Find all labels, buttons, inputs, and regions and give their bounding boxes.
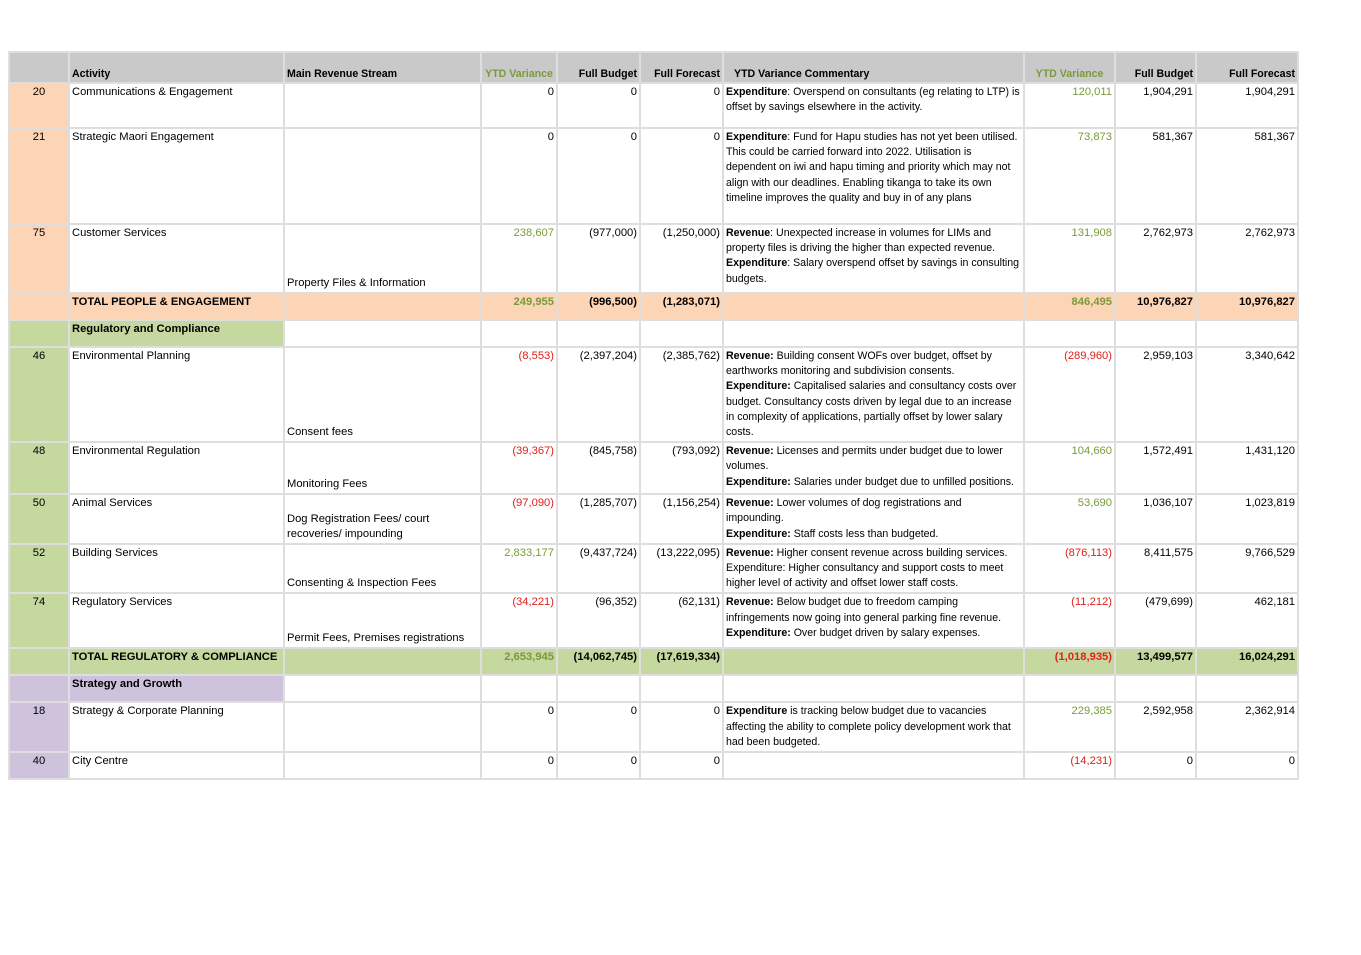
activity-name: Communications & Engagement (69, 83, 284, 128)
financial-report-table (8, 51, 1299, 780)
revenue-stream: Permit Fees, Premises registrations (284, 593, 481, 648)
full-budget-expenditure: 1,036,107 (1115, 494, 1196, 544)
commentary-paragraph (726, 546, 1021, 561)
table-row (9, 442, 1298, 494)
ytd-variance: (97,090) (481, 494, 557, 544)
commentary-text: Capitalised salaries and consultancy costs over budget. Consultancy costs driven by legal due to an increase in complexity of applications, partially offset by lower salary costs. (726, 380, 1017, 439)
report-body (9, 83, 1298, 779)
ytd-variance: (34,221) (481, 593, 557, 648)
full-forecast: 0 (640, 83, 723, 128)
section-empty-cell (284, 320, 481, 347)
full-forecast-expenditure: 9,766,529 (1196, 544, 1298, 594)
ytd-variance-expenditure: 120,011 (1024, 83, 1115, 128)
activity-name: Customer Services (69, 224, 284, 293)
header-code (9, 52, 69, 83)
variance-commentary (723, 83, 1024, 128)
section-empty-cell (1024, 320, 1115, 347)
full-budget: 0 (557, 752, 640, 779)
total-row (9, 648, 1298, 675)
full-forecast: (1,156,254) (640, 494, 723, 544)
commentary-text: Below budget due to freedom camping infringements now going into general parking fine revenue. (726, 596, 1002, 624)
full-forecast-expenditure: 1,023,819 (1196, 494, 1298, 544)
header-full-forecast-expenditure: Full Forecast (1196, 52, 1298, 83)
section-empty-cell (481, 320, 557, 347)
total-code (9, 293, 69, 320)
full-forecast: (2,385,762) (640, 347, 723, 442)
full-forecast-expenditure: 1,431,120 (1196, 442, 1298, 494)
section-empty-cell (723, 675, 1024, 702)
ytd-variance: 238,607 (481, 224, 557, 293)
header-row (9, 52, 1298, 83)
section-empty-cell (1196, 320, 1298, 347)
ytd-variance-expenditure: (876,113) (1024, 544, 1115, 594)
full-forecast: (62,131) (640, 593, 723, 648)
commentary-label: Expenditure (726, 705, 788, 718)
ytd-variance: 2,833,177 (481, 544, 557, 594)
section-empty-cell (640, 320, 723, 347)
full-budget-expenditure: 1,572,491 (1115, 442, 1196, 494)
commentary-text: Higher consent revenue across building services. (773, 546, 1008, 559)
full-forecast: 0 (640, 128, 723, 224)
table-row (9, 702, 1298, 752)
activity-code: 18 (9, 702, 69, 752)
full-budget: 0 (557, 128, 640, 224)
ytd-variance: 0 (481, 83, 557, 128)
full-forecast: (1,250,000) (640, 224, 723, 293)
table-row (9, 347, 1298, 442)
activity-name: Building Services (69, 544, 284, 594)
full-forecast-expenditure: 462,181 (1196, 593, 1298, 648)
total-row (9, 293, 1298, 320)
total-commentary (723, 293, 1024, 320)
revenue-stream (284, 752, 481, 779)
full-budget: (845,758) (557, 442, 640, 494)
commentary-paragraph (726, 496, 1021, 526)
variance-commentary (723, 544, 1024, 594)
full-budget: 0 (557, 702, 640, 752)
total-stream (284, 648, 481, 675)
commentary-paragraph (726, 561, 1021, 591)
ytd-variance-expenditure: 73,873 (1024, 128, 1115, 224)
full-forecast: (13,222,095) (640, 544, 723, 594)
activity-name: Strategy & Corporate Planning (69, 702, 284, 752)
commentary-paragraph (726, 349, 1021, 379)
commentary-label: Expenditure: (726, 380, 791, 393)
commentary-text: Licenses and permits under budget due to lower volumes. (726, 445, 1003, 473)
ytd-variance: 0 (481, 752, 557, 779)
ytd-variance-expenditure: 104,660 (1024, 442, 1115, 494)
full-budget-expenditure: 1,904,291 (1115, 83, 1196, 128)
section-empty-cell (723, 320, 1024, 347)
activity-name: Environmental Planning (69, 347, 284, 442)
variance-commentary (723, 347, 1024, 442)
total-full-forecast: (17,619,334) (640, 648, 723, 675)
section-empty-cell (557, 320, 640, 347)
variance-commentary (723, 128, 1024, 224)
activity-code: 21 (9, 128, 69, 224)
section-header-row (9, 320, 1298, 347)
total-full-forecast: (1,283,071) (640, 293, 723, 320)
header-activity: Activity (69, 52, 284, 83)
variance-commentary (723, 702, 1024, 752)
commentary-label: Expenditure (726, 86, 788, 98)
commentary-label: Revenue: (726, 350, 774, 362)
commentary-text: Over budget driven by salary expenses. (790, 626, 981, 639)
table-row (9, 544, 1298, 594)
full-budget-expenditure: 2,959,103 (1115, 347, 1196, 442)
commentary-text: : Salary overspend offset by savings in consulting budgets. (726, 257, 1020, 285)
ytd-variance: 0 (481, 702, 557, 752)
section-empty-cell (481, 675, 557, 702)
table-row (9, 593, 1298, 648)
section-header-row (9, 675, 1298, 702)
total-full-forecast-expenditure: 16,024,291 (1196, 648, 1298, 675)
total-full-budget: (14,062,745) (557, 648, 640, 675)
full-budget-expenditure: 581,367 (1115, 128, 1196, 224)
activity-code: 46 (9, 347, 69, 442)
commentary-paragraph (726, 595, 1021, 625)
total-ytd-variance-expenditure: (1,018,935) (1024, 648, 1115, 675)
revenue-stream: Consenting & Inspection Fees (284, 544, 481, 594)
ytd-variance-expenditure: 229,385 (1024, 702, 1115, 752)
variance-commentary (723, 752, 1024, 779)
full-forecast-expenditure: 2,362,914 (1196, 702, 1298, 752)
commentary-paragraph (726, 256, 1021, 286)
total-ytd-variance: 2,653,945 (481, 648, 557, 675)
activity-name: City Centre (69, 752, 284, 779)
full-budget-expenditure: 8,411,575 (1115, 544, 1196, 594)
full-forecast-expenditure: 0 (1196, 752, 1298, 779)
total-stream (284, 293, 481, 320)
activity-code: 20 (9, 83, 69, 128)
commentary-label: Expenditure (726, 257, 788, 270)
variance-commentary (723, 494, 1024, 544)
full-forecast-expenditure: 1,904,291 (1196, 83, 1298, 128)
section-empty-cell (1024, 675, 1115, 702)
header-full-forecast: Full Forecast (640, 52, 723, 83)
revenue-stream: Consent fees (284, 347, 481, 442)
total-commentary (723, 648, 1024, 675)
total-label: TOTAL REGULATORY & COMPLIANCE (69, 648, 284, 675)
commentary-label: Expenditure: (726, 475, 791, 488)
total-full-budget: (996,500) (557, 293, 640, 320)
activity-code: 48 (9, 442, 69, 494)
full-forecast-expenditure: 2,762,973 (1196, 224, 1298, 293)
commentary-text: Salaries under budget due to unfilled positions. (790, 475, 1014, 488)
commentary-paragraph (726, 527, 1021, 542)
total-ytd-variance-expenditure: 846,495 (1024, 293, 1115, 320)
revenue-stream: Property Files & Information (284, 224, 481, 293)
total-code (9, 648, 69, 675)
header-ytd-variance-expenditure: YTD Variance (1024, 52, 1115, 83)
section-title: Strategy and Growth (69, 675, 284, 702)
commentary-paragraph (726, 704, 1021, 750)
commentary-text: : Fund for Hapu studies has not yet been utilised. This could be carried forward into 2022. Utilisation is dependent on iwi and hapu timing and priority which may not align with our deadlines. Enabling tikanga to take its own timeline improves the quality and buy in of any plans (726, 131, 1018, 204)
full-budget: (9,437,724) (557, 544, 640, 594)
commentary-label: Revenue (726, 227, 771, 239)
activity-name: Strategic Maori Engagement (69, 128, 284, 224)
activity-code: 50 (9, 494, 69, 544)
section-empty-cell (640, 675, 723, 702)
revenue-stream (284, 128, 481, 224)
commentary-text: : Unexpected increase in volumes for LIMs and property files is driving the higher than expected revenue. (726, 227, 996, 255)
ytd-variance-expenditure: (14,231) (1024, 752, 1115, 779)
commentary-text: Building consent WOFs over budget, offset by earthworks monitoring and subdivision consents. (726, 350, 992, 378)
total-full-forecast-expenditure: 10,976,827 (1196, 293, 1298, 320)
activity-code: 74 (9, 593, 69, 648)
full-budget-expenditure: 2,762,973 (1115, 224, 1196, 293)
ytd-variance: 0 (481, 128, 557, 224)
full-forecast: 0 (640, 752, 723, 779)
header-main-revenue-stream: Main Revenue Stream (284, 52, 481, 83)
commentary-label: Revenue: (726, 497, 774, 510)
table-row (9, 752, 1298, 779)
commentary-label: Expenditure (726, 131, 788, 143)
full-budget: (1,285,707) (557, 494, 640, 544)
total-label: TOTAL PEOPLE & ENGAGEMENT (69, 293, 284, 320)
full-budget: (96,352) (557, 593, 640, 648)
commentary-paragraph (726, 226, 1021, 256)
commentary-paragraph (726, 444, 1021, 474)
ytd-variance-expenditure: (289,960) (1024, 347, 1115, 442)
section-title: Regulatory and Compliance (69, 320, 284, 347)
commentary-paragraph (726, 130, 1021, 206)
variance-commentary (723, 224, 1024, 293)
header-full-budget: Full Budget (557, 52, 640, 83)
header-commentary: YTD Variance Commentary (723, 52, 1024, 83)
header-full-budget-expenditure: Full Budget (1115, 52, 1196, 83)
commentary-text: is tracking below budget due to vacancies affecting the ability to complete policy development work that had been budgeted. (726, 705, 1011, 748)
table-row (9, 128, 1298, 224)
revenue-stream (284, 702, 481, 752)
activity-name: Environmental Regulation (69, 442, 284, 494)
revenue-stream: Dog Registration Fees/ court recoveries/ impounding (284, 494, 481, 544)
ytd-variance: (8,553) (481, 347, 557, 442)
commentary-label: Expenditure: (726, 626, 791, 639)
activity-code: 75 (9, 224, 69, 293)
full-budget-expenditure: 0 (1115, 752, 1196, 779)
commentary-paragraph (726, 379, 1021, 440)
commentary-text: Expenditure: Higher consultancy and support costs to meet higher level of activity and offset lower staff costs. (726, 562, 1004, 590)
variance-commentary (723, 593, 1024, 648)
activity-name: Animal Services (69, 494, 284, 544)
full-forecast: 0 (640, 702, 723, 752)
commentary-label: Revenue: (726, 445, 774, 458)
commentary-label: Expenditure: (726, 527, 791, 540)
table-row (9, 83, 1298, 128)
ytd-variance-expenditure: 53,690 (1024, 494, 1115, 544)
commentary-label: Revenue: (726, 546, 774, 559)
total-ytd-variance: 249,955 (481, 293, 557, 320)
commentary-label: Revenue: (726, 596, 774, 609)
full-budget: 0 (557, 83, 640, 128)
revenue-stream (284, 83, 481, 128)
commentary-paragraph (726, 626, 1021, 641)
section-code (9, 320, 69, 347)
full-budget-expenditure: (479,699) (1115, 593, 1196, 648)
ytd-variance: (39,367) (481, 442, 557, 494)
total-full-budget-expenditure: 10,976,827 (1115, 293, 1196, 320)
header-ytd-variance: YTD Variance (481, 52, 557, 83)
table-row (9, 494, 1298, 544)
table-row (9, 224, 1298, 293)
ytd-variance-expenditure: (11,212) (1024, 593, 1115, 648)
total-full-budget-expenditure: 13,499,577 (1115, 648, 1196, 675)
section-empty-cell (557, 675, 640, 702)
commentary-text: : Overspend on consultants (eg relating to LTP) is offset by savings elsewhere in the activity. (726, 86, 1020, 114)
section-empty-cell (1196, 675, 1298, 702)
variance-commentary (723, 442, 1024, 494)
section-empty-cell (284, 675, 481, 702)
ytd-variance-expenditure: 131,908 (1024, 224, 1115, 293)
commentary-paragraph (726, 85, 1021, 115)
full-budget-expenditure: 2,592,958 (1115, 702, 1196, 752)
revenue-stream: Monitoring Fees (284, 442, 481, 494)
full-forecast-expenditure: 3,340,642 (1196, 347, 1298, 442)
full-budget: (2,397,204) (557, 347, 640, 442)
commentary-text: Staff costs less than budgeted. (790, 527, 939, 540)
section-empty-cell (1115, 675, 1196, 702)
activity-name: Regulatory Services (69, 593, 284, 648)
activity-code: 52 (9, 544, 69, 594)
section-empty-cell (1115, 320, 1196, 347)
activity-code: 40 (9, 752, 69, 779)
full-budget: (977,000) (557, 224, 640, 293)
full-forecast: (793,092) (640, 442, 723, 494)
full-forecast-expenditure: 581,367 (1196, 128, 1298, 224)
commentary-text: Lower volumes of dog registrations and impounding. (726, 497, 962, 525)
section-code (9, 675, 69, 702)
commentary-paragraph (726, 475, 1021, 490)
